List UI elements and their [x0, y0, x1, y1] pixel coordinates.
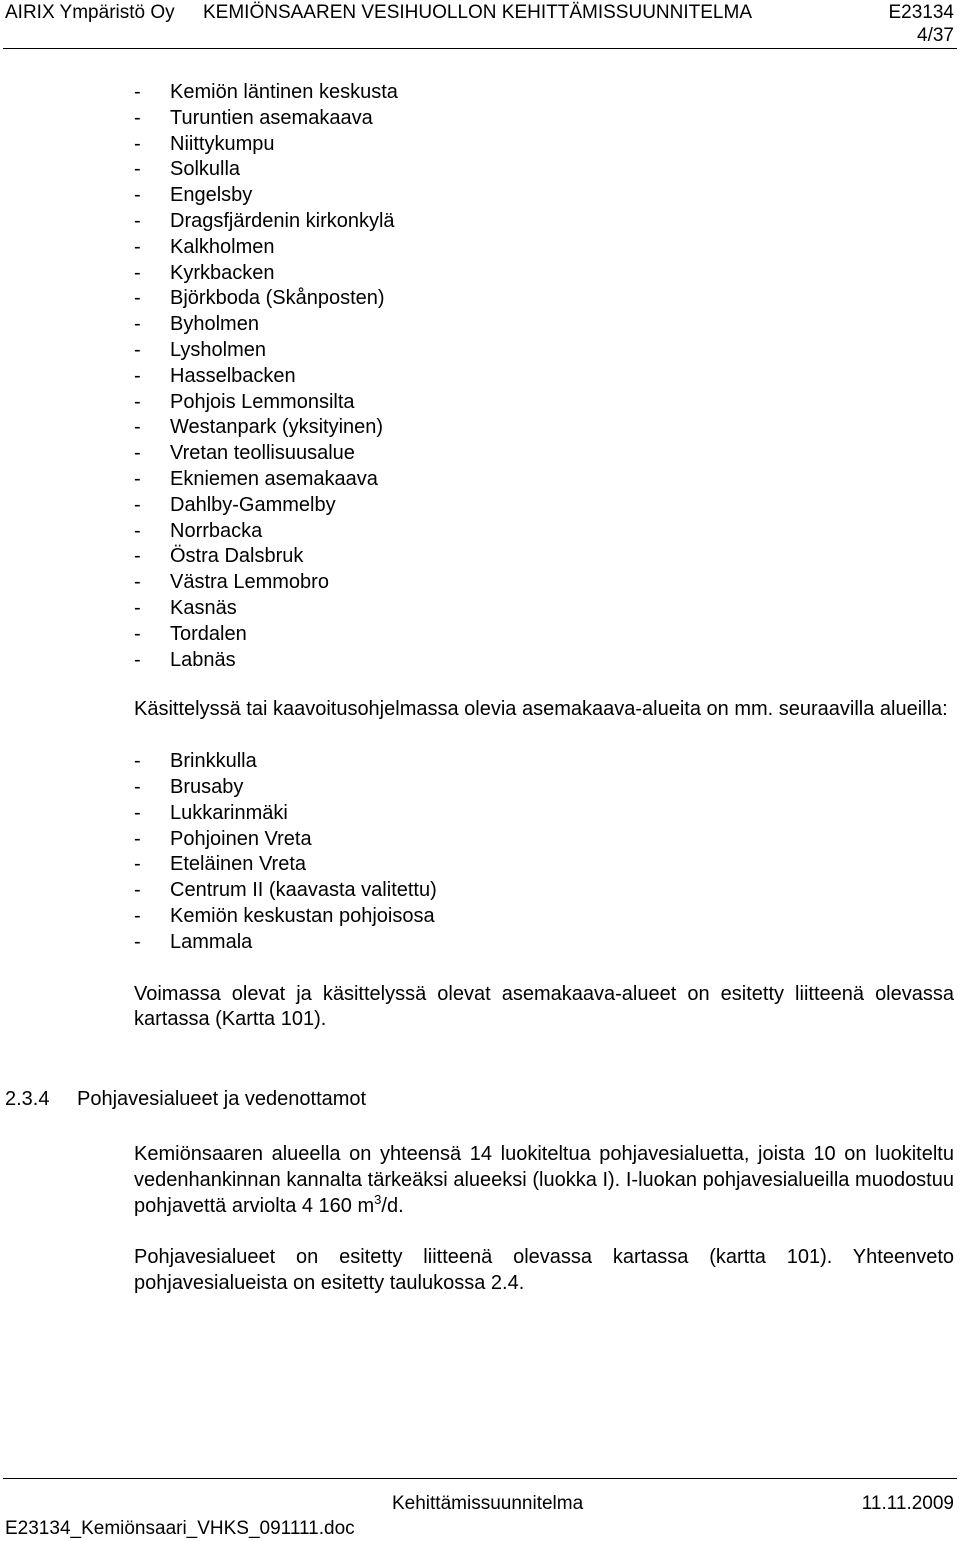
list-dash: -: [134, 622, 141, 645]
in-progress-area-item: [134, 904, 954, 930]
existing-area-item-label: Vretan teollisuusalue: [170, 442, 355, 465]
list-dash: -: [134, 235, 141, 258]
in-progress-area-item: [134, 801, 954, 827]
list-dash: -: [134, 827, 141, 850]
existing-area-item: [134, 622, 954, 648]
section-body: [134, 1142, 954, 1297]
existing-area-item: [134, 106, 954, 132]
list-dash: -: [134, 442, 141, 465]
groundwater-unit-suffix: /d.: [381, 1194, 404, 1217]
existing-area-item-label: Västra Lemmobro: [170, 571, 329, 594]
list-dash: -: [134, 648, 141, 671]
list-dash: -: [134, 545, 141, 568]
in-progress-area-item-label: Kemiön keskustan pohjoisosa: [170, 904, 435, 927]
existing-area-item: [134, 132, 954, 158]
existing-area-item-label: Solkulla: [170, 158, 241, 181]
list-dash: -: [134, 519, 141, 542]
header-divider: [3, 48, 957, 49]
section-number: 2.3.4: [5, 1088, 50, 1110]
in-progress-area-item: [134, 775, 954, 801]
existing-area-item: [134, 338, 954, 364]
list-dash: -: [134, 801, 141, 824]
existing-area-item: [134, 286, 954, 312]
existing-area-item: [134, 183, 954, 209]
header-project-code: E23134: [888, 2, 954, 23]
list-dash: -: [134, 571, 141, 594]
existing-area-item: [134, 467, 954, 493]
existing-area-item: [134, 493, 954, 519]
page-header: [5, 2, 954, 52]
list-dash: -: [134, 132, 141, 155]
list-dash: -: [134, 930, 141, 953]
list-dash: -: [134, 467, 141, 490]
list-dash: -: [134, 775, 141, 798]
section-title: Pohjavesialueet ja vedenottamot: [77, 1088, 367, 1110]
list-dash: -: [134, 106, 141, 129]
existing-area-item: [134, 261, 954, 287]
cubic-superscript: 3: [374, 1191, 382, 1207]
in-progress-area-item: [134, 749, 954, 775]
existing-area-item: [134, 209, 954, 235]
existing-area-item: [134, 519, 954, 545]
existing-area-item-label: Lysholmen: [170, 338, 266, 361]
existing-area-item: [134, 390, 954, 416]
existing-area-item-label: Ekniemen asemakaava: [170, 467, 378, 490]
list-dash: -: [134, 904, 141, 927]
footer-divider: [3, 1478, 957, 1479]
groundwater-map-paragraph: Pohjavesialueet on esitetty liitteenä olevassa kartassa (kartta 101). Yhteenveto pohjavesialueista on esitetty taulukossa 2.4.: [134, 1246, 954, 1295]
list-dash: -: [134, 338, 141, 361]
existing-areas-list: [134, 80, 954, 673]
existing-area-item-label: Dahlby-Gammelby: [170, 493, 336, 516]
list-dash: -: [134, 416, 141, 439]
existing-area-item: [134, 648, 954, 674]
existing-area-item: [134, 157, 954, 183]
list-dash: -: [134, 493, 141, 516]
main-content: [134, 80, 954, 1033]
in-progress-intro: Käsittelyssä tai kaavoitusohjelmassa olevia asemakaava-alueita on mm. seuraavilla alueilla:: [134, 698, 948, 721]
existing-area-item-label: Björkboda (Skånposten): [170, 287, 385, 310]
in-progress-area-item-label: Brinkkulla: [170, 750, 257, 773]
in-progress-area-item-label: Lammala: [170, 930, 253, 953]
section-heading: [5, 1087, 366, 1112]
footer-file-name: E23134_Kemiönsaari_VHKS_091111.doc: [5, 1518, 355, 1539]
existing-area-item-label: Labnäs: [170, 648, 236, 671]
in-progress-area-item-label: Brusaby: [170, 775, 244, 798]
list-dash: -: [134, 750, 141, 773]
existing-area-item: [134, 544, 954, 570]
list-dash: -: [134, 390, 141, 413]
header-organization: AIRIX Ympäristö Oy: [5, 2, 175, 23]
existing-area-item-label: Dragsfjärdenin kirkonkylä: [170, 209, 395, 232]
header-page-number: 4/37: [917, 25, 954, 46]
list-dash: -: [134, 313, 141, 336]
footer-document-type: Kehittämissuunnitelma: [392, 1493, 584, 1514]
existing-area-item: [134, 596, 954, 622]
existing-area-item: [134, 441, 954, 467]
in-progress-area-item: [134, 852, 954, 878]
in-progress-area-item-label: Centrum II (kaavasta valitettu): [170, 879, 437, 902]
existing-area-item: [134, 570, 954, 596]
list-dash: -: [134, 853, 141, 876]
existing-area-item-label: Kemiön läntinen keskusta: [170, 81, 398, 103]
existing-area-item: [134, 80, 954, 106]
list-dash: -: [134, 364, 141, 387]
existing-area-item: [134, 415, 954, 441]
footer-date: 11.11.2009: [861, 1493, 954, 1514]
in-progress-area-item: [134, 878, 954, 904]
groundwater-paragraph: [134, 1142, 954, 1219]
list-dash: -: [134, 158, 141, 181]
existing-area-item-label: Engelsby: [170, 184, 253, 207]
existing-area-item-label: Turuntien asemakaava: [170, 106, 373, 129]
list-dash: -: [134, 287, 141, 310]
in-progress-area-item-label: Pohjoinen Vreta: [170, 827, 312, 850]
existing-area-item-label: Norrbacka: [170, 519, 263, 542]
in-progress-area-item-label: Eteläinen Vreta: [170, 853, 307, 876]
header-document-title: KEMIÖNSAAREN VESIHUOLLON KEHITTÄMISSUUNNITELMA: [203, 2, 752, 23]
in-progress-area-item: [134, 827, 954, 853]
list-dash: -: [134, 209, 141, 232]
existing-area-item-label: Kalkholmen: [170, 235, 275, 258]
existing-area-item-label: Byholmen: [170, 313, 259, 336]
existing-area-item: [134, 364, 954, 390]
list-dash: -: [134, 81, 141, 103]
existing-area-item: [134, 312, 954, 338]
existing-area-item-label: Tordalen: [170, 622, 247, 645]
existing-area-item-label: Niittykumpu: [170, 132, 275, 155]
list-dash: -: [134, 879, 141, 902]
groundwater-text: Kemiönsaaren alueella on yhteensä 14 luokiteltua pohjavesialuetta, joista 10 on luokiteltu vedenhankinnan kannalta tärkeäksi alueeksi (luokka I). I-luokan pohjavesialueilla muodostuu pohjavettä arviolta 4 160 m: [134, 1143, 954, 1217]
map-reference-paragraph: Voimassa olevat ja käsittelyssä olevat asemakaava-alueet on esitetty liitteenä olevassa kartassa (Kartta 101).: [134, 982, 954, 1031]
existing-area-item-label: Kyrkbacken: [170, 261, 275, 284]
existing-area-item: [134, 235, 954, 261]
existing-area-item-label: Pohjois Lemmonsilta: [170, 390, 355, 413]
in-progress-area-item: [134, 930, 954, 956]
existing-area-item-label: Östra Dalsbruk: [170, 545, 304, 568]
list-dash: -: [134, 184, 141, 207]
in-progress-areas-list: [134, 749, 954, 955]
existing-area-item-label: Westanpark (yksityinen): [170, 416, 384, 439]
list-dash: -: [134, 261, 141, 284]
existing-area-item-label: Hasselbacken: [170, 364, 296, 387]
list-dash: -: [134, 596, 141, 619]
existing-area-item-label: Kasnäs: [170, 596, 237, 619]
in-progress-area-item-label: Lukkarinmäki: [170, 801, 288, 824]
